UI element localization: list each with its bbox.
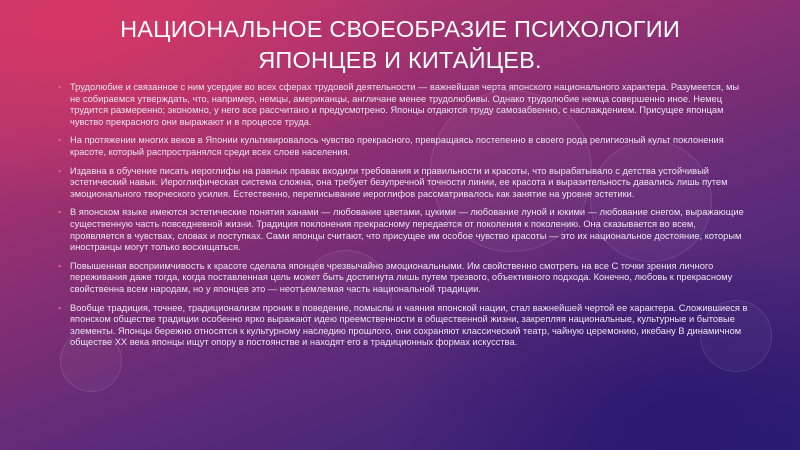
bullet-list [58,82,748,356]
paragraph-text: Вообще традиция, точнее, традиционализм проник в поведение, помыслы и чаяния японской нации, стал важнейшей чертой ее характера. Сложившиеся в японском обществе традиции особенно ярко выражают идею преемственности в общественной жизни, закрепляя национальные, культурные и бытовые элементы. Японцы бережно относятся к культурному наследию прошлого, они сохраняют классический театр, чайную церемонию, икебану В динамичном обществе XX века японцы ищут опору в постоянстве и находят его в традиционных формах искусства. [70,302,748,348]
bullet-paragraph-2 [58,135,748,158]
slide-title-line-2: ЯПОНЦЕВ И КИТАЙЦЕВ. [258,47,542,73]
bullet-icon: ▪ [58,82,62,92]
bullet-icon: ▪ [58,207,62,218]
paragraph-text: Издавна в обучение писать иероглифы на равных правах входили требования и правильности и красоты, что вырабатывало с детства устойчивый эстетический навык. Иероглифическая система сложна, она требует безупречной точности линии, ее красота и выразительность давались лишь путем эмоционального творческого усилия. Естественно, переписывание иероглифов рассматривалось как занятие на уровне эстетики. [70,165,728,199]
slide-title-line-1: НАЦИОНАЛЬНОЕ СВОЕОБРАЗИЕ ПСИХОЛОГИИ [120,16,680,42]
bullet-icon: ▪ [58,302,62,313]
paragraph-text: Трудолюбие и связанное с ним усердие во всех сферах трудовой деятельности — важнейшая черта японского национального характера. Разумеется, мы не собираемся утверждать, что, например, немцы, американцы, англичане менее трудолюбивы. Однако трудолюбие немца совершенно иное. Немец трудится размеренно; экономно, у него все рассчитано и предусмотрено. Японцы отдаются труду самозабвенно, с наслаждением. Присущее японцам чувство прекрасного они выражают и в процессе труда. [70,82,740,127]
slide-title [60,14,740,76]
paragraph-text: На протяжении многих веков в Японии культивировалось чувство прекрасного, превращаясь постепенно в своего рода религиозный культ поклонения красоте, который распространялся среди всех слоев населения. [70,135,724,157]
bullet-icon: ▪ [58,260,62,271]
bullet-paragraph-1 [58,82,748,128]
bullet-paragraph-5 [58,261,748,296]
bullet-paragraph-4 [58,207,748,253]
bullet-icon: ▪ [58,135,62,146]
bullet-icon: ▪ [58,165,62,176]
bullet-paragraph-3 [58,166,748,201]
paragraph-text: Повышенная восприимчивость к красоте сделала японцев чрезвычайно эмоциональными. Им свойственно смотреть на все С точки зрения личного переживания даже тогда, когда поставленная цель может быть достигнута лишь путем трезвого, объективного подхода. Конечно, любовь к прекрасному свойственна всем народам, но у японцев это — неотъемлемая часть национальной традиции. [70,260,733,294]
paragraph-text: В японском языке имеются эстетические понятия ханами — любование цветами, цукими — любование луной и юкими — любование снегом, выражающие существенную часть повседневной жизни. Традиция поклонения прекрасному передается от поколения к поколению. Она сказывается во всем, проявляется в чувствах, словах и поступках. Сами японцы считают, что присущее им особое чувство красоты — это их национальное достояние, которым иностранцы могут только восхищаться. [70,207,744,253]
bullet-paragraph-6 [58,303,748,349]
